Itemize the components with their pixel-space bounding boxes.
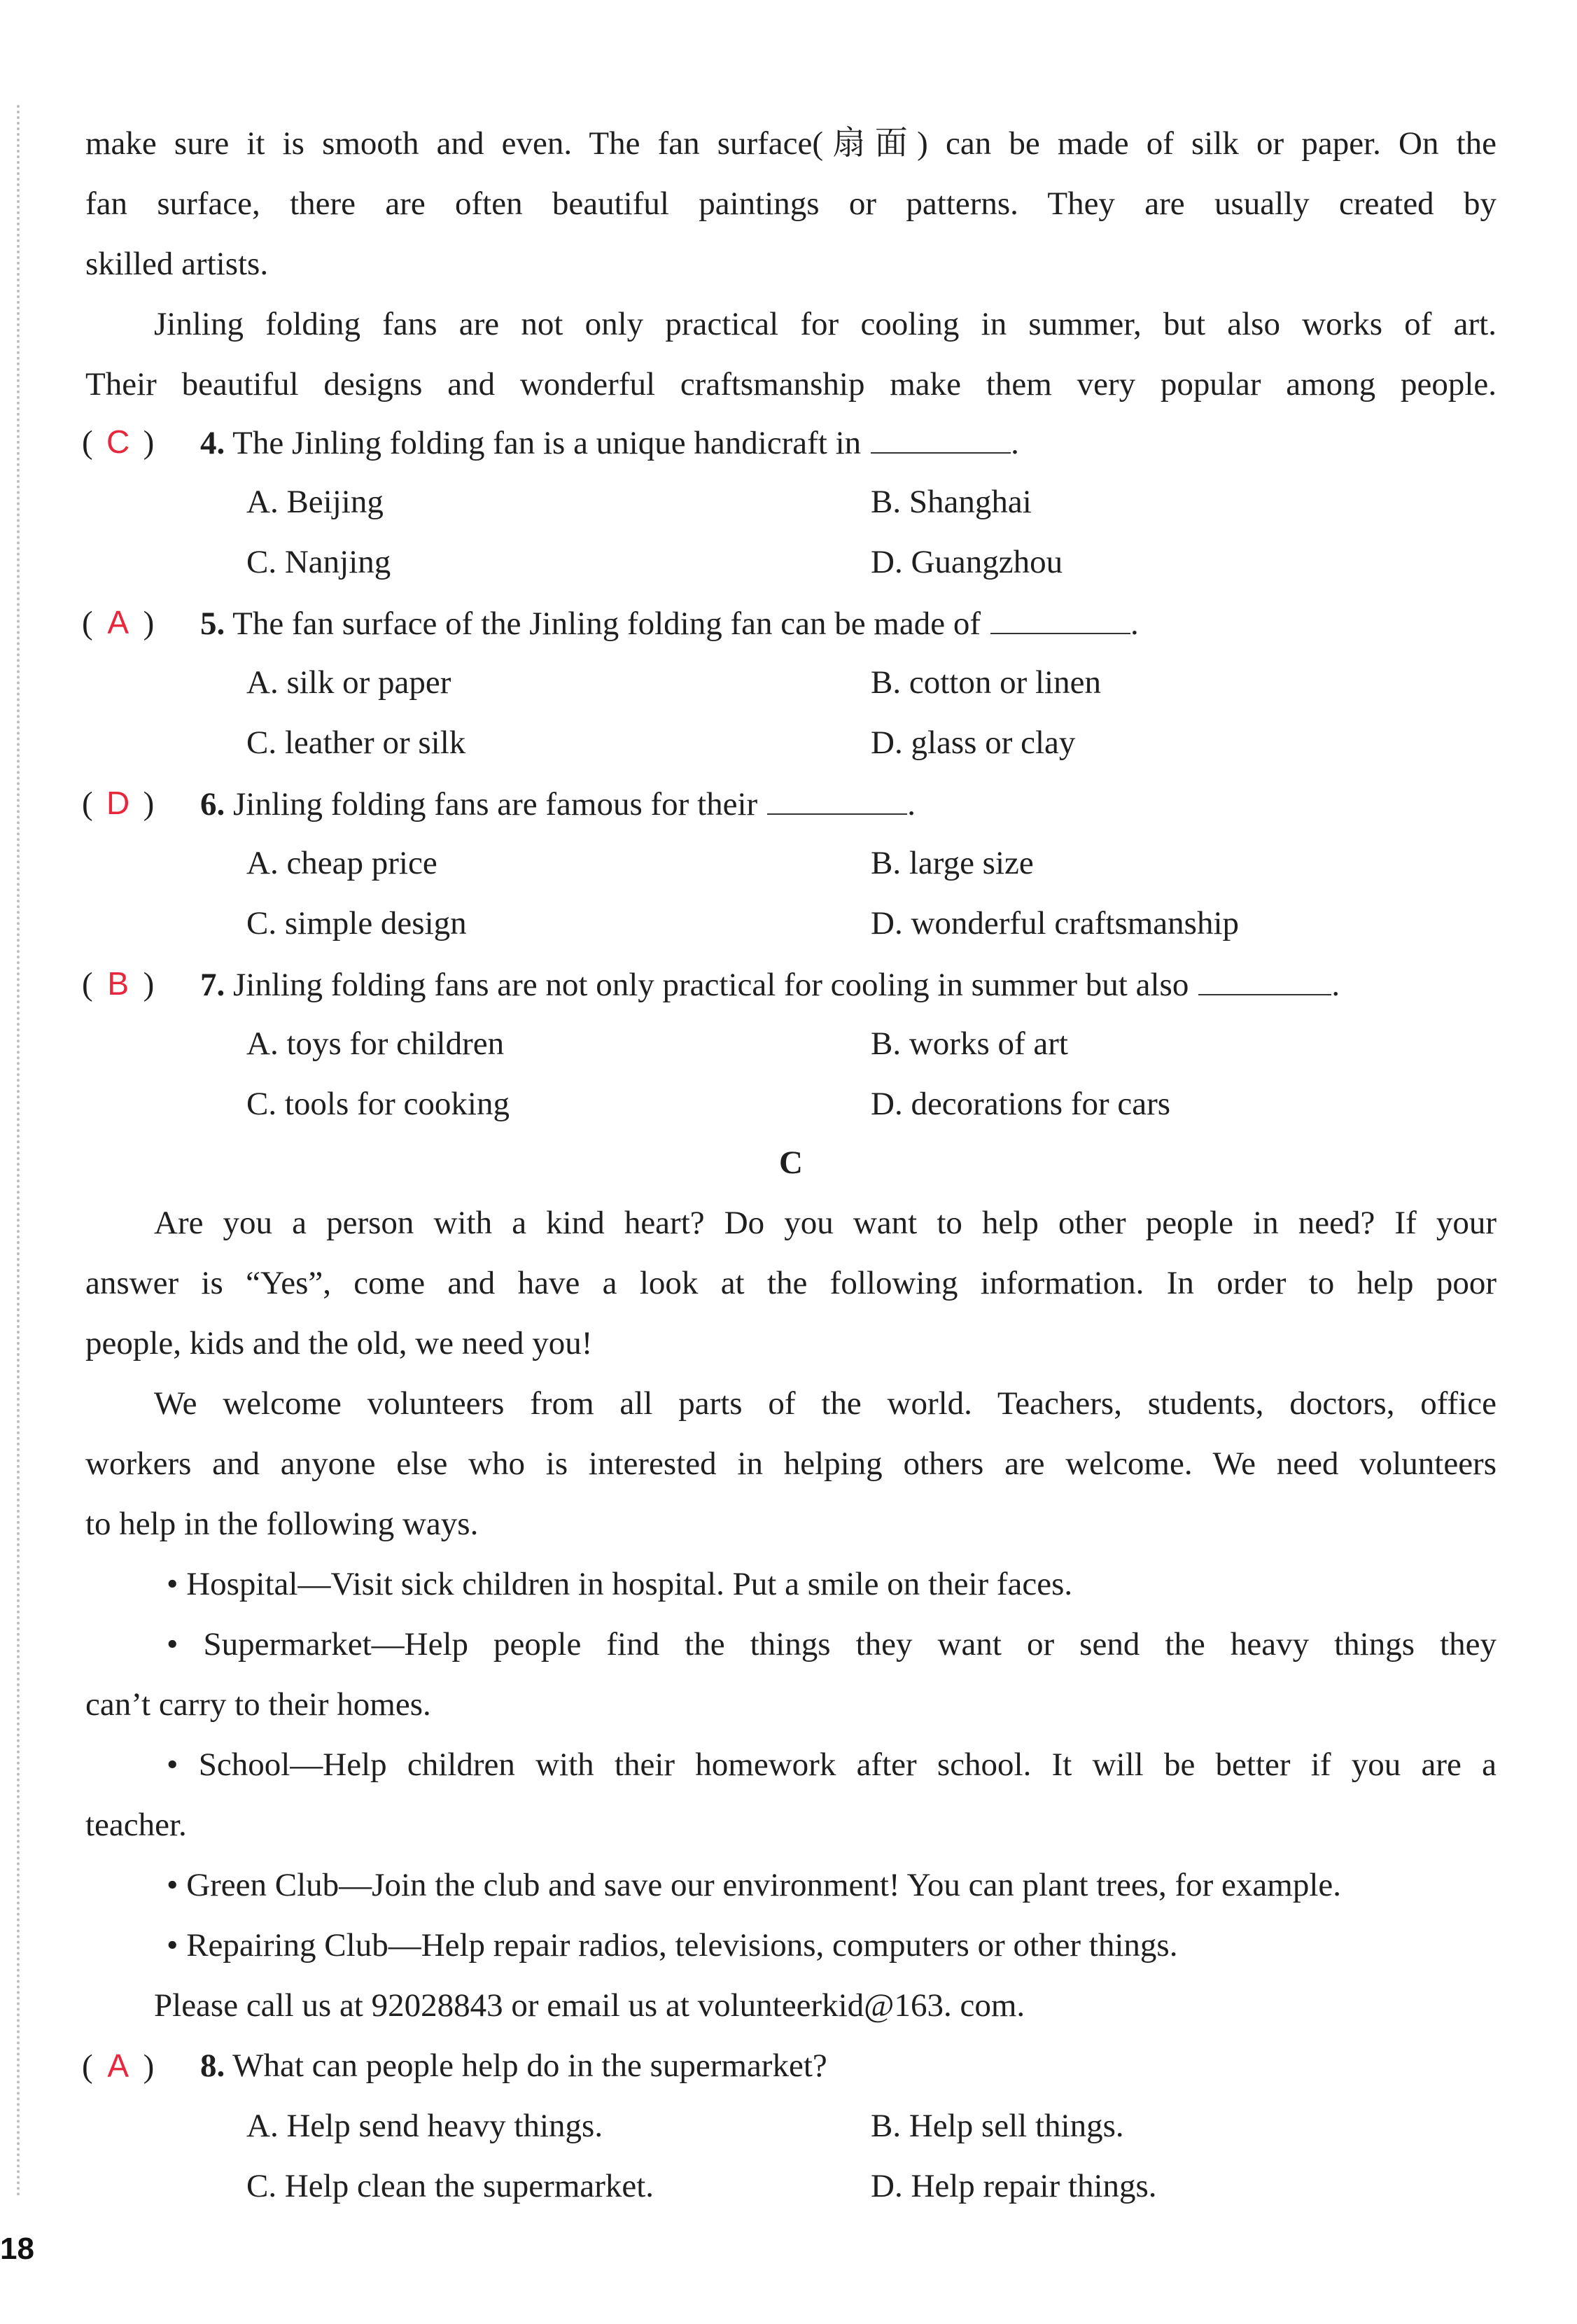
option-a: A. Help send heavy things. <box>246 2108 603 2144</box>
passage-line: We welcome volunteers from all parts of the world. Teachers, students, doctors, office <box>154 1385 1497 1422</box>
answer-letter: C <box>106 424 130 460</box>
page-number: 18 <box>0 2232 34 2266</box>
answer-letter: D <box>106 785 130 821</box>
option-d: D. Help repair things. <box>871 2168 1157 2204</box>
bullet-supermarket-cont: can’t carry to their homes. <box>85 1686 431 1723</box>
answer-blank <box>871 426 1011 454</box>
passage-line: Are you a person with a kind heart? Do you want to help other people in need? If your <box>154 1205 1497 1241</box>
answer-bracket: ( C ) <box>82 424 155 461</box>
option-a: A. toys for children <box>246 1026 505 1062</box>
bullet-school: • School—Help children with their homework after school. It will be better if you are a <box>167 1746 1497 1783</box>
option-c: C. Help clean the supermarket. <box>246 2168 654 2204</box>
answer-bracket: ( A ) <box>82 604 155 641</box>
answer-bracket: ( D ) <box>82 785 155 822</box>
passage-line: make sure it is smooth and even. The fan surface(扇面) can be made of silk or paper. On the <box>85 125 1497 162</box>
option-a: A. Beijing <box>246 484 384 520</box>
option-d: D. glass or clay <box>871 724 1076 761</box>
answer-blank <box>990 606 1130 634</box>
answer-blank <box>767 787 907 815</box>
answer-blank <box>1198 967 1331 995</box>
question-stem: 4. The Jinling folding fan is a unique handicraft in . <box>200 425 1019 461</box>
answer-letter: A <box>107 2047 129 2084</box>
question-stem: 8. What can people help do in the supermarket? <box>200 2047 827 2084</box>
answer-bracket: ( A ) <box>82 2047 155 2085</box>
passage-line: workers and anyone else who is interested in helping others are welcome. We need volunteers <box>85 1446 1497 1482</box>
option-b: B. works of art <box>871 1026 1068 1062</box>
question-stem: 5. The fan surface of the Jinling folding fan can be made of . <box>200 606 1139 642</box>
passage-line: Their beautiful designs and wonderful craftsmanship make them very popular among people. <box>85 366 1497 402</box>
bullet-supermarket: • Supermarket—Help people find the things they want or send the heavy things they <box>167 1626 1497 1662</box>
option-b: B. large size <box>871 845 1034 881</box>
passage-line: skilled artists. <box>85 246 269 282</box>
option-d: D. wonderful craftsmanship <box>871 905 1239 941</box>
answer-bracket: ( B ) <box>82 965 155 1002</box>
passage-line: people, kids and the old, we need you! <box>85 1325 593 1362</box>
option-b: B. cotton or linen <box>871 664 1101 701</box>
option-d: D. Guangzhou <box>871 544 1063 580</box>
option-b: B. Shanghai <box>871 484 1032 520</box>
section-heading: C <box>779 1144 803 1181</box>
passage-line: fan surface, there are often beautiful paintings or patterns. They are usually created by <box>85 186 1497 222</box>
bullet-repairing-club: • Repairing Club—Help repair radios, televisions, computers or other things. <box>167 1927 1178 1963</box>
contact-line: Please call us at 92028843 or email us at volunteerkid@163. com. <box>154 1987 1025 2024</box>
option-c: C. leather or silk <box>246 724 466 761</box>
option-a: A. silk or paper <box>246 664 451 701</box>
question-stem: 6. Jinling folding fans are famous for their . <box>200 786 916 822</box>
answer-letter: B <box>107 965 129 1002</box>
passage-line: answer is “Yes”, come and have a look at the following information. In order to help poor <box>85 1265 1497 1301</box>
passage-line: Jinling folding fans are not only practical for cooling in summer, but also works of art. <box>154 306 1497 342</box>
option-c: C. simple design <box>246 905 467 941</box>
option-d: D. decorations for cars <box>871 1086 1171 1122</box>
bullet-green-club: • Green Club—Join the club and save our environment! You can plant trees, for example. <box>167 1867 1342 1903</box>
option-c: C. Nanjing <box>246 544 391 580</box>
answer-letter: A <box>107 604 129 640</box>
bullet-school-cont: teacher. <box>85 1807 187 1843</box>
question-stem: 7. Jinling folding fans are not only practical for cooling in summer but also . <box>200 967 1340 1003</box>
option-b: B. Help sell things. <box>871 2108 1124 2144</box>
passage-line: to help in the following ways. <box>85 1506 479 1542</box>
option-c: C. tools for cooking <box>246 1086 510 1122</box>
option-a: A. cheap price <box>246 845 437 881</box>
bullet-hospital: • Hospital—Visit sick children in hospital. Put a smile on their faces. <box>167 1566 1073 1602</box>
